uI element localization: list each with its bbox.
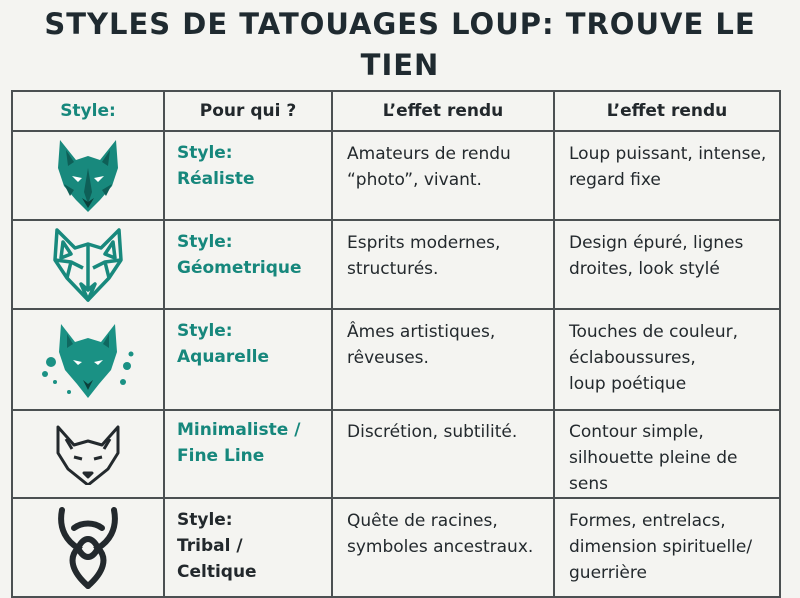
table-row [12, 131, 780, 220]
style-name: Géometrique [177, 258, 302, 278]
table-row [12, 309, 780, 410]
style-name: Aquarelle [177, 347, 269, 367]
table-row [12, 410, 780, 498]
effect-text: droites, look stylé [569, 259, 720, 279]
watercolor-wolf-icon [39, 318, 137, 402]
page-title: STYLES DE TATOUAGES LOUP: TROUVE LE TIEN [44, 7, 756, 82]
effect-text: guerrière [569, 563, 647, 583]
effect-text: regard fixe [569, 170, 661, 190]
header-for-whom: Pour qui ? [164, 91, 332, 131]
for-whom-text: rêveuses. [347, 348, 429, 368]
style-label-prefix: Style: [177, 232, 233, 252]
style-label-prefix: Style: [177, 510, 233, 530]
style-label-prefix: Style: [177, 143, 233, 163]
for-whom-text: Discrétion, subtilité. [347, 422, 518, 442]
effect-text: silhouette pleine de sens [569, 448, 738, 494]
effect-text: loup poétique [569, 374, 687, 394]
realistic-wolf-icon [48, 138, 128, 214]
for-whom-text: “photo”, vivant. [347, 170, 482, 190]
style-name: Tribal / Celtique [177, 536, 257, 582]
effect-text: Contour simple, [569, 422, 704, 442]
style-name: Minimaliste / [177, 420, 301, 440]
for-whom-text: structurés. [347, 259, 439, 279]
for-whom-text: Esprits modernes, [347, 233, 501, 253]
effect-text: Loup puissant, intense, [569, 144, 767, 164]
effect-text: dimension spirituelle/ [569, 537, 753, 557]
wolf-styles-table [11, 90, 781, 598]
for-whom-text: Quête de racines, [347, 511, 498, 531]
fineline-wolf-icon [48, 423, 128, 485]
effect-text: éclaboussures, [569, 348, 696, 368]
effect-text: Design épuré, lignes [569, 233, 744, 253]
table-row [12, 220, 780, 309]
style-name: Fine Line [177, 446, 265, 466]
header-effect-1: L’effet rendu [332, 91, 554, 131]
header-style: Style: [12, 91, 164, 131]
style-name: Réaliste [177, 169, 255, 189]
effect-text: Formes, entrelacs, [569, 511, 726, 531]
geometric-wolf-icon [47, 228, 129, 302]
effect-text: Touches de couleur, [569, 322, 739, 342]
header-effect-2: L’effet rendu [554, 91, 780, 131]
for-whom-text: Amateurs de rendu [347, 144, 511, 164]
for-whom-text: symboles ancestraux. [347, 537, 534, 557]
for-whom-text: Âmes artistiques, [347, 322, 496, 342]
table-header-row [12, 91, 780, 131]
table-row [12, 498, 780, 597]
tribal-celtic-knot-icon [48, 506, 128, 590]
style-label-prefix: Style: [177, 321, 233, 341]
